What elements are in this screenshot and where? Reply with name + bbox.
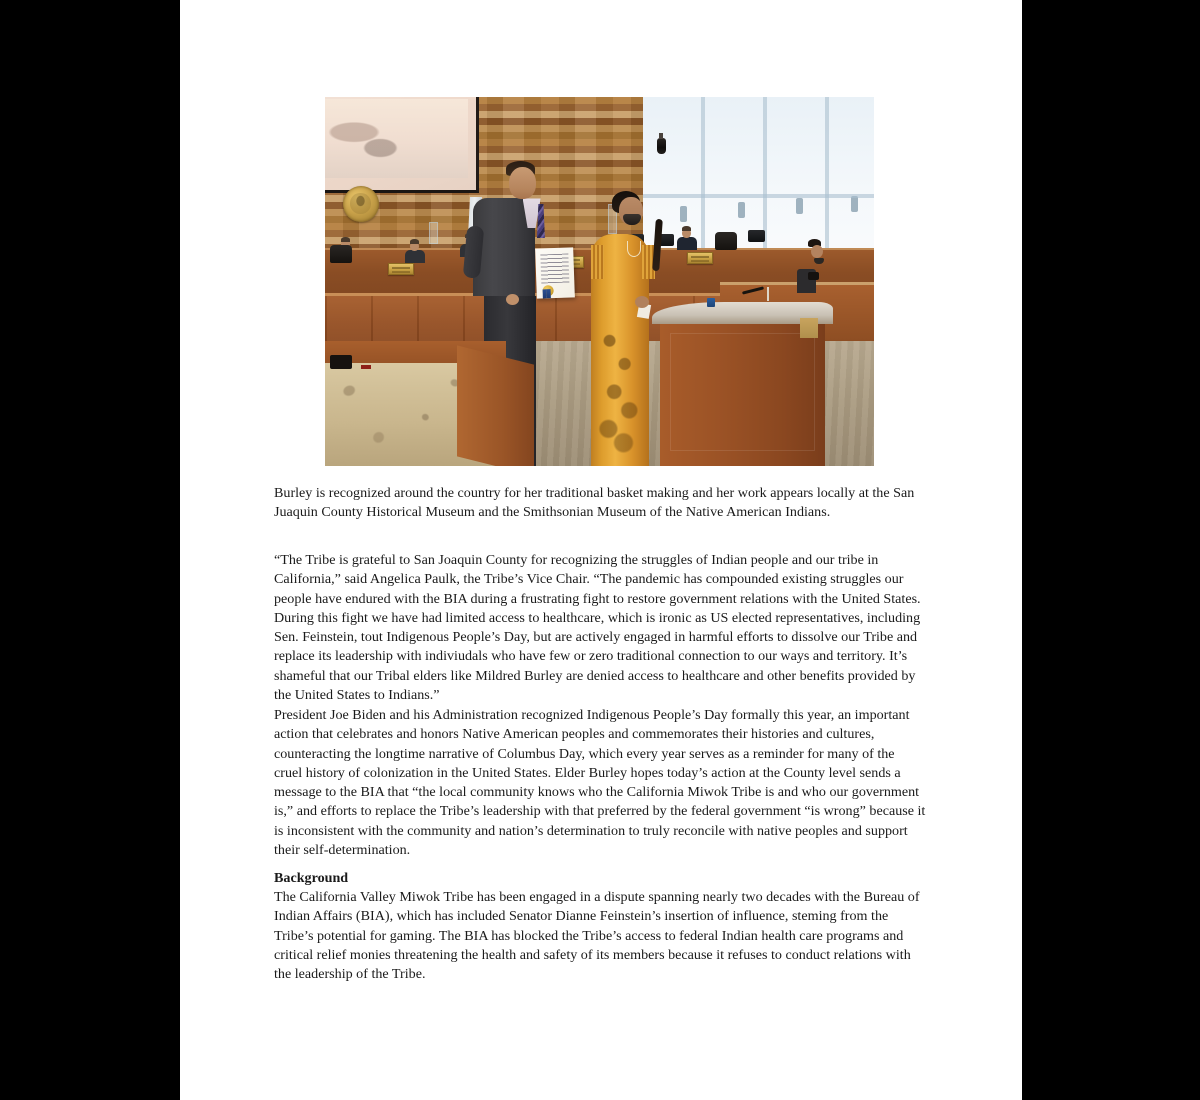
official-hair	[341, 237, 350, 242]
official-hair	[682, 226, 691, 231]
regalia-fringe-left	[591, 245, 604, 279]
desk-object	[330, 355, 352, 369]
desk-object-red	[361, 365, 371, 369]
man-head	[509, 167, 536, 199]
nameplate	[388, 263, 414, 275]
photographer-face-mask	[814, 258, 824, 264]
dais-chair	[330, 245, 352, 263]
projection-screen	[325, 97, 479, 193]
camera-icon	[808, 272, 819, 280]
desk-side-rail	[457, 346, 534, 466]
window-clip	[851, 196, 858, 212]
seated-official	[410, 241, 425, 263]
official-hair	[410, 239, 419, 244]
document-page	[180, 0, 1022, 1100]
paragraph-biden-administration: President Joe Biden and his Administration recognized Indigenous People’s Day formally this year, an important action that celebrates and honors Native American peoples and commemorates their histories and cultures, counteracting the longtime narrative of Columbus Day, which every year serves as a reminder for many of the cruel history of colonization in the United States. Elder Burley hopes today’s action at the County level sends a message to the BIA that “the local community knows who the California Miwok Tribe is and who our government is,” and efforts to replace the Tribe’s leadership with that preferred by the federal government “is wrong” because it is inconsistent with the community and nation’s determination to truly reconcile with native peoples and support their self-determination.	[274, 707, 926, 859]
paragraph-burley-recognition: Burley is recognized around the country for her traditional basket making and her work appears locally at the San Juaquin County Historical Museum and the Smithsonian Museum of the Native American Indians.	[274, 485, 915, 521]
official-body	[677, 237, 697, 250]
proclamation-certificate	[535, 248, 575, 299]
projected-image	[325, 99, 468, 178]
podium-cup	[707, 298, 715, 307]
official-head	[410, 241, 419, 251]
podium-stick	[767, 287, 769, 301]
chamber-photograph	[325, 97, 874, 466]
security-camera-icon	[657, 138, 666, 154]
paragraph-vice-chair-quote: “The Tribe is grateful to San Joaquin County for recognizing the struggles of Indian people and our tribe in California,” said Angelica Paulk, the Tribe’s Vice Chair. “The pandemic has compounded existing struggles our people have endured with the BIA during a frustrating fight to restore government relations with the United States. During this fight we have had limited access to healthcare, which is ironic as US elected representatives, including Sen. Feinstein, tout Indigenous People’s Day, but are actively engaged in harmful efforts to dissolve our Tribe and replace its leadership with indiviudals who have few or zero traditional connection to our ways and territory. It’s shameful that our Tribal elders like Mildred Burley are denied access to healthcare and other benefits provided by the United States to Indians.”	[274, 552, 921, 704]
certificate-ribbon	[546, 289, 550, 298]
dais-monitor	[748, 230, 765, 242]
photographer-head	[811, 245, 823, 258]
heading-background: Background	[274, 870, 349, 886]
dais-chair	[715, 232, 737, 250]
window-clip	[796, 198, 803, 214]
county-seal	[343, 186, 379, 222]
window-clip	[680, 206, 687, 222]
window-clip	[738, 202, 745, 218]
nameplate	[687, 252, 713, 264]
official-head	[682, 228, 691, 238]
official-body	[405, 250, 425, 263]
glass-partition	[429, 222, 438, 244]
certificate-text-lines	[541, 254, 569, 284]
shell-necklace	[627, 241, 641, 257]
photographer-skirt	[800, 318, 818, 338]
paragraph-background-body: The California Valley Miwok Tribe has been engaged in a dispute spanning nearly two decades with the Bureau of Indian Affairs (BIA), which has included Senator Dianne Feinstein’s insertion of influence, steming from the Tribe’s potential for gaming. The BIA has blocked the Tribe’s access to federal Indian health care programs and critical relief monies threatening the health and safety of its members because it refuses to conduct relations with the leadership of the Tribe.	[274, 889, 920, 983]
seated-official	[682, 228, 697, 250]
